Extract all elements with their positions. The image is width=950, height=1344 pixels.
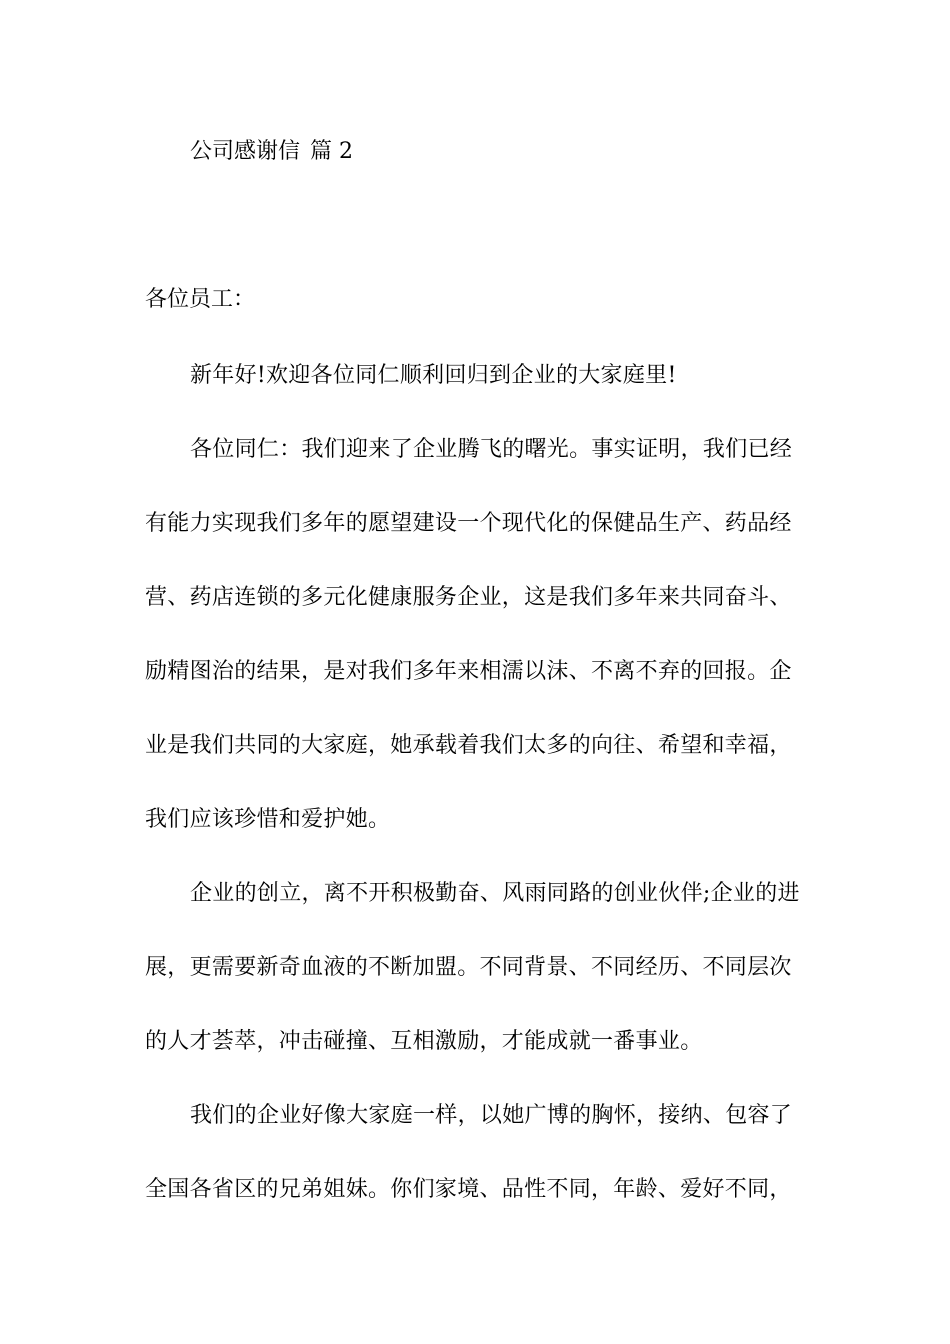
paragraph-line: 营、药店连锁的多元化健康服务企业，这是我们多年来共同奋斗、	[145, 585, 792, 610]
paragraph-line: 我们的企业好像大家庭一样，以她广博的胸怀，接纳、包容了	[190, 1103, 793, 1128]
paragraph-line: 展，更需要新奇血液的不断加盟。不同背景、不同经历、不同层次	[145, 955, 792, 980]
paragraph-line: 我们应该珍惜和爱护她。	[145, 807, 391, 832]
paragraph-talent	[145, 876, 810, 1098]
paragraph-line: 全国各省区的兄弟姐妹。你们家境、品性不同，年龄、爱好不同，	[145, 1177, 792, 1202]
title-suffix: 篇 2	[310, 139, 354, 164]
title-text: 公司感谢信	[190, 139, 301, 164]
document-title	[190, 136, 353, 168]
paragraph-greeting	[145, 358, 810, 432]
paragraph-line: 的人才荟萃，冲击碰撞、互相激励，才能成就一番事业。	[145, 1029, 703, 1054]
paragraph-line: 企业的创立，离不开积极勤奋、风雨同路的创业伙伴;企业的进	[190, 881, 800, 906]
paragraph-line: 各位同仁：我们迎来了企业腾飞的曙光。事实证明，我们已经	[190, 437, 793, 462]
paragraph-line: 励精图治的结果，是对我们多年来相濡以沫、不离不弃的回报。企	[145, 659, 792, 684]
paragraph-line: 新年好!欢迎各位同仁顺利回归到企业的大家庭里!	[190, 363, 677, 388]
paragraph-family	[145, 1098, 810, 1246]
paragraph-line: 业是我们共同的大家庭，她承载着我们太多的向往、希望和幸福，	[145, 733, 792, 758]
paragraph-line: 有能力实现我们多年的愿望建设一个现代化的保健品生产、药品经	[145, 511, 792, 536]
paragraph-company-vision	[145, 432, 810, 876]
letter-body	[145, 358, 810, 1246]
salutation: 各位员工：	[145, 287, 256, 312]
